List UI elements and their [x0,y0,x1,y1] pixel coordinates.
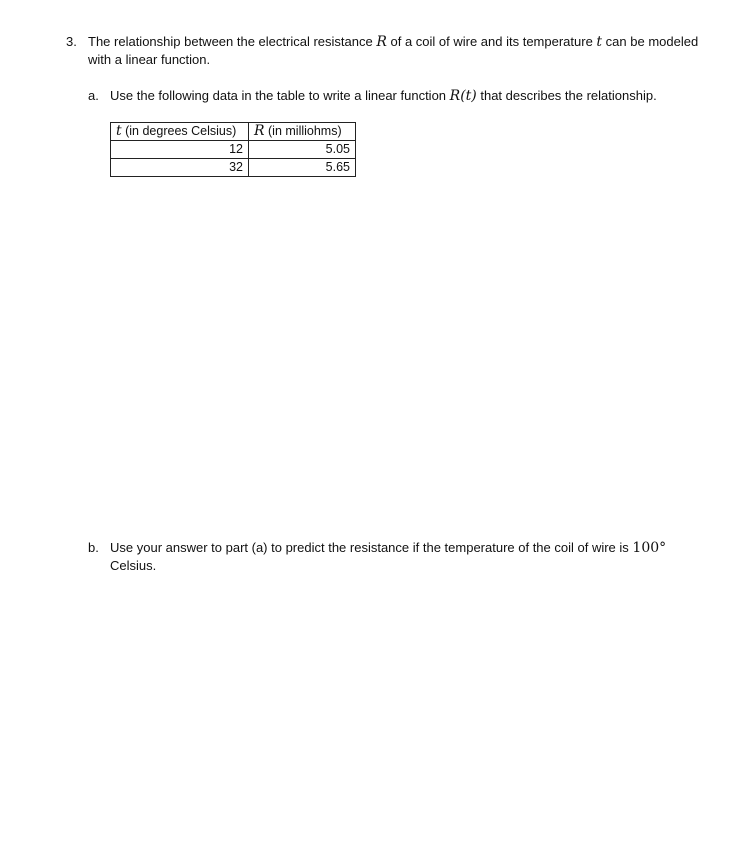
variable-r: R [376,34,387,50]
part-b-statement [110,539,708,575]
table-row [111,159,356,177]
temperature-value: 100° [632,540,667,556]
data-table [110,122,356,177]
header-resistance-label: (in milliohms) [264,124,342,138]
problem-statement [88,33,706,69]
header-temperature-label: (in degrees Celsius) [121,124,237,138]
part-a [88,87,708,105]
cell-temperature: 12 [111,141,249,159]
problem-number: 3. [66,34,77,49]
part-b [88,539,708,575]
problem-text-1: The relationship between the electrical resistance [88,34,377,49]
header-var-t: t [116,123,122,139]
part-b-text-1: Use your answer to part (a) to predict the resistance if the temperature of the coil of wire is [110,540,633,555]
table-header-row [111,123,356,141]
part-b-letter: b. [88,540,99,555]
part-a-text-1: Use the following data in the table to write a linear function [110,88,450,103]
header-resistance [249,123,356,141]
part-a-text-2: that describes the relationship. [476,88,657,103]
variable-t: t [596,34,603,50]
problem-text-3: can be modeled with a linear function. [88,34,699,67]
problem-3 [66,33,706,69]
cell-temperature: 32 [111,159,249,177]
part-a-letter: a. [88,88,99,103]
part-b-text-2: Celsius. [110,558,157,573]
part-a-statement [110,87,708,105]
header-var-r: R [254,123,265,139]
cell-resistance: 5.65 [249,159,356,177]
cell-resistance: 5.05 [249,141,356,159]
header-temperature [111,123,249,141]
table-row [111,141,356,159]
function-notation: R(t) [449,88,477,104]
problem-text-2: of a coil of wire and its temperature [386,34,597,49]
